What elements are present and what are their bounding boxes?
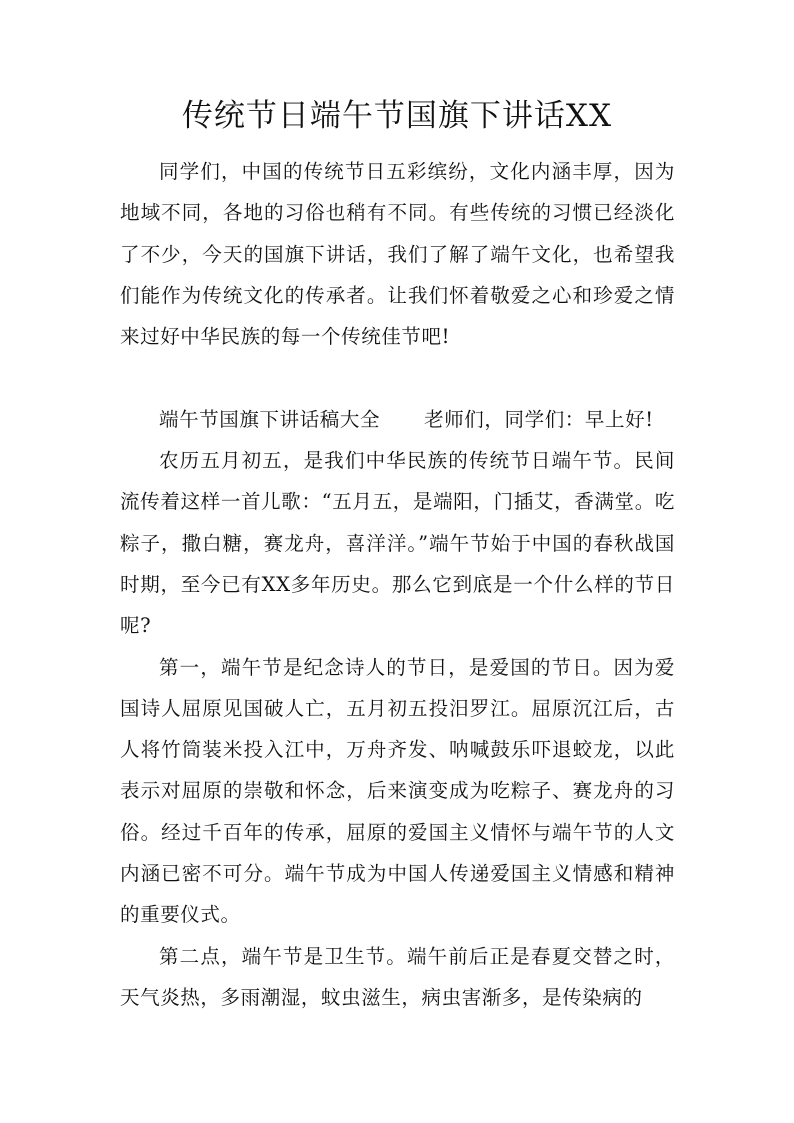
subheading-text: 端午节国旗下讲话稿大全 xyxy=(159,407,381,431)
body-paragraph: 第一，端午节是纪念诗人的节日，是爱国的节日。因为爱国诗人屈原见国破人亡，五月初五投汨罗江。屈原沉江后，古人将竹筒装米投入江中，万舟齐发、呐喊鼓乐吓退蛟龙，以此表示对屈原的崇敬和怀念，后来演变成为吃粽子、赛龙舟的习俗。经过千百年的传承，屈原的爱国主义情怀与端午节的人文内涵已密不可分。端午节成为中国人传递爱国主义情感和精神的重要仪式。 xyxy=(120,655,675,927)
body-paragraph: 第二点，端午节是卫生节。端午前后正是春夏交替之时，天气炎热，多雨潮湿，蚊虫滋生，病虫害渐多，是传染病的 xyxy=(120,944,675,1009)
subheading-line xyxy=(120,399,675,440)
intro-paragraph: 同学们，中国的传统节日五彩缤纷，文化内涵丰厚，因为地域不同，各地的习俗也稍有不同。有些传统的习惯已经淡化了不少，今天的国旗下讲话，我们了解了端午文化，也希望我们能作为传统文化的传承者。让我们怀着敬爱之心和珍爱之情来过好中华民族的每一个传统佳节吧! xyxy=(120,160,675,349)
document-body xyxy=(120,151,675,1018)
document-title: 传统节日端午节国旗下讲话XX xyxy=(181,98,613,134)
blank-line xyxy=(120,357,675,398)
greeting-text: 老师们，同学们：早上好! xyxy=(424,407,654,431)
body-paragraph: 农历五月初五，是我们中华民族的传统节日端午节。民间流传着这样一首儿歌：“五月五，是端阳，门插艾，香满堂。吃粽子，撒白糖，赛龙舟，喜洋洋。”端午节始于中国的春秋战国时期，至今已有XX多年历史。那么它到底是一个什么样的节日呢? xyxy=(120,449,675,638)
